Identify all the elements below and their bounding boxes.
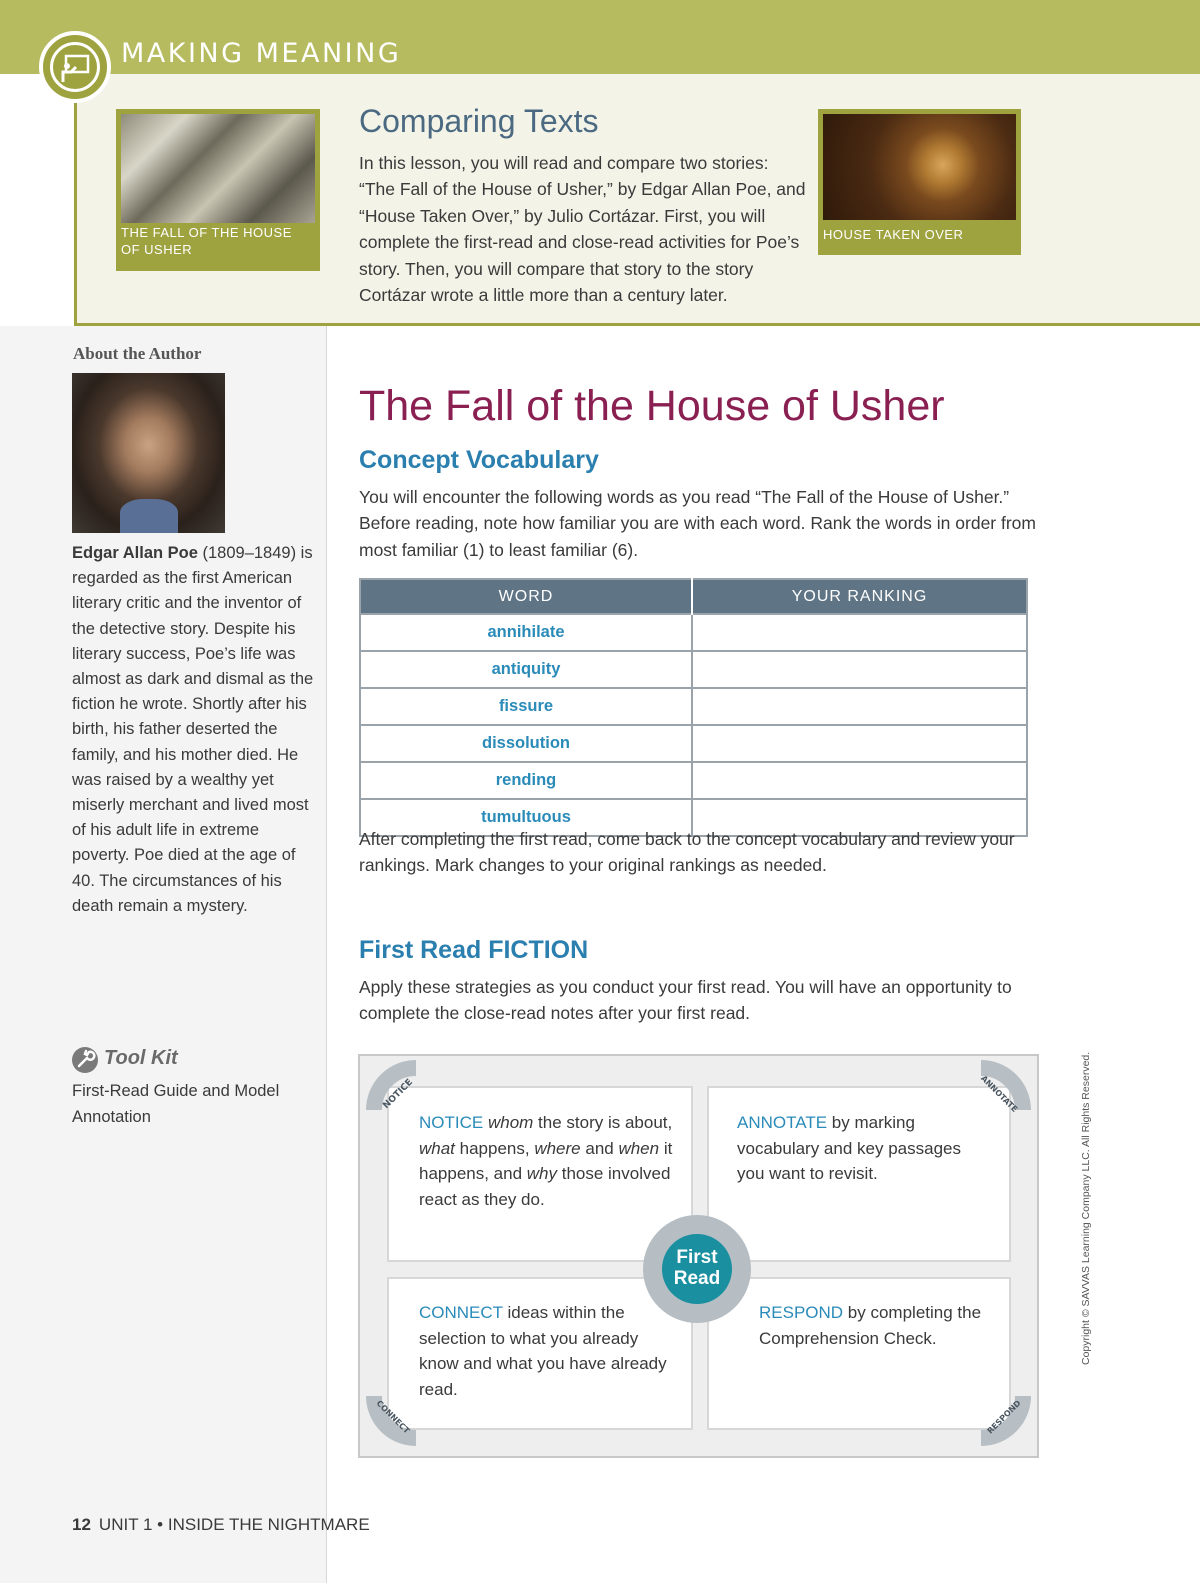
vocab-word: dissolution bbox=[360, 725, 692, 762]
connect-corner-label bbox=[366, 1390, 422, 1446]
ranking-cell[interactable] bbox=[692, 688, 1027, 725]
house-taken-over-image bbox=[823, 114, 1016, 220]
ranking-column-header: YOUR RANKING bbox=[692, 579, 1027, 614]
table-row bbox=[360, 614, 1027, 651]
about-author-label: About the Author bbox=[73, 344, 202, 363]
usher-thumbnail bbox=[116, 109, 320, 271]
ranking-cell[interactable] bbox=[692, 762, 1027, 799]
first-read-hub-label: First Read bbox=[673, 1247, 721, 1289]
concept-vocabulary-heading: Concept Vocabulary bbox=[359, 446, 599, 474]
table-row bbox=[360, 688, 1027, 725]
first-read-intro: Apply these strategies as you conduct your first read. You will have an opportunity to complete the close-read notes after your first read. bbox=[359, 977, 1012, 1024]
vocab-word: antiquity bbox=[360, 651, 692, 688]
copyright-notice: Copyright © SAVVAS Learning Company LLC. All Rights Reserved. bbox=[1080, 1051, 1092, 1365]
svg-text:RESPOND: RESPOND bbox=[985, 1398, 1023, 1436]
author-portrait bbox=[72, 373, 225, 533]
svg-text:CONNECT: CONNECT bbox=[374, 1398, 412, 1436]
svg-text:NOTICE: NOTICE bbox=[381, 1077, 416, 1112]
author-bio-text: is regarded as the first American literary critic and the inventor of the detective story. Despite his literary success, Poe’s life was almost as dark and dismal as the fiction he wrote. Shortly after his birth, his father deserted the family, and his mother died. He was raised by a wealthy yet miserly merchant and lived most of his adult life in extreme poverty. Poe died at the age of 40. The circumstances of his death remain a mystery. bbox=[72, 544, 314, 915]
table-header-row bbox=[360, 579, 1027, 614]
usher-caption: THE FALL OF THE HOUSE OF USHER bbox=[121, 225, 292, 257]
concept-vocabulary-intro: You will encounter the following words as you read “The Fall of the House of Usher.” Before reading, note how familiar you are with each word. Rank the words in order from most familiar (1) to least familiar (6). bbox=[359, 487, 1036, 560]
author-name: Edgar Allan Poe bbox=[72, 544, 198, 562]
author-bio bbox=[72, 541, 316, 919]
table-row bbox=[360, 725, 1027, 762]
tool-kit-link[interactable]: First-Read Guide and Model Annotation bbox=[72, 1082, 280, 1126]
house-taken-over-thumbnail bbox=[818, 109, 1021, 255]
usher-image bbox=[121, 114, 315, 223]
ranking-cell[interactable] bbox=[692, 651, 1027, 688]
page-number: 12 bbox=[72, 1515, 91, 1534]
table-row bbox=[360, 651, 1027, 688]
vocab-word: fissure bbox=[360, 688, 692, 725]
svg-text:ANNOTATE: ANNOTATE bbox=[979, 1073, 1020, 1114]
vocabulary-table bbox=[359, 578, 1028, 837]
wrench-icon bbox=[72, 1047, 98, 1073]
vocab-word: annihilate bbox=[360, 614, 692, 651]
house-taken-over-caption: HOUSE TAKEN OVER bbox=[823, 227, 964, 242]
table-row bbox=[360, 762, 1027, 799]
first-read-heading: First Read FICTION bbox=[359, 936, 589, 964]
notice-corner-label bbox=[366, 1060, 422, 1116]
unit-title: UNIT 1 • INSIDE THE NIGHTMARE bbox=[98, 1515, 370, 1534]
connect-strategy-text: CONNECT ideas within the selection to what you already know and what you have already read. bbox=[419, 1303, 667, 1399]
respond-corner-label bbox=[975, 1390, 1031, 1446]
annotate-corner-label bbox=[975, 1060, 1031, 1116]
page-footer bbox=[72, 1515, 370, 1535]
annotate-strategy-text: ANNOTATE by marking vocabulary and key passages you want to revisit. bbox=[737, 1113, 961, 1183]
notice-strategy-text: NOTICE whom the story is about, what happens, where and when it happens, and why those involved react as they do. bbox=[419, 1113, 673, 1209]
ranking-cell[interactable] bbox=[692, 614, 1027, 651]
vocab-word: rending bbox=[360, 762, 692, 799]
word-column-header: WORD bbox=[360, 579, 692, 614]
respond-strategy-text: RESPOND by completing the Comprehension Check. bbox=[759, 1303, 982, 1348]
comparing-texts-body: In this lesson, you will read and compare two stories: “The Fall of the House of Usher,” by Edgar Allan Poe, and “House Taken Over,” by Julio Cortázar. First, you will complete the first-read and close-read activities for Poe’s story. Then, you will compare that story to the story Cortázar wrote a little more than a century later. bbox=[359, 153, 806, 306]
section-title: MAKING MEANING bbox=[121, 38, 402, 69]
author-dates: (1809–1849) bbox=[197, 544, 297, 562]
after-reading-note: After completing the first read, come back to the concept vocabulary and review your rankings. Mark changes to your original rankings as needed. bbox=[359, 829, 1015, 876]
tool-kit-title: Tool Kit bbox=[104, 1047, 178, 1069]
vocab-word: tumultuous bbox=[360, 799, 692, 836]
selection-title: The Fall of the House of Usher bbox=[359, 382, 945, 430]
ranking-cell[interactable] bbox=[692, 725, 1027, 762]
classroom-presenter-icon bbox=[39, 31, 111, 103]
comparing-texts-title: Comparing Texts bbox=[359, 103, 599, 139]
